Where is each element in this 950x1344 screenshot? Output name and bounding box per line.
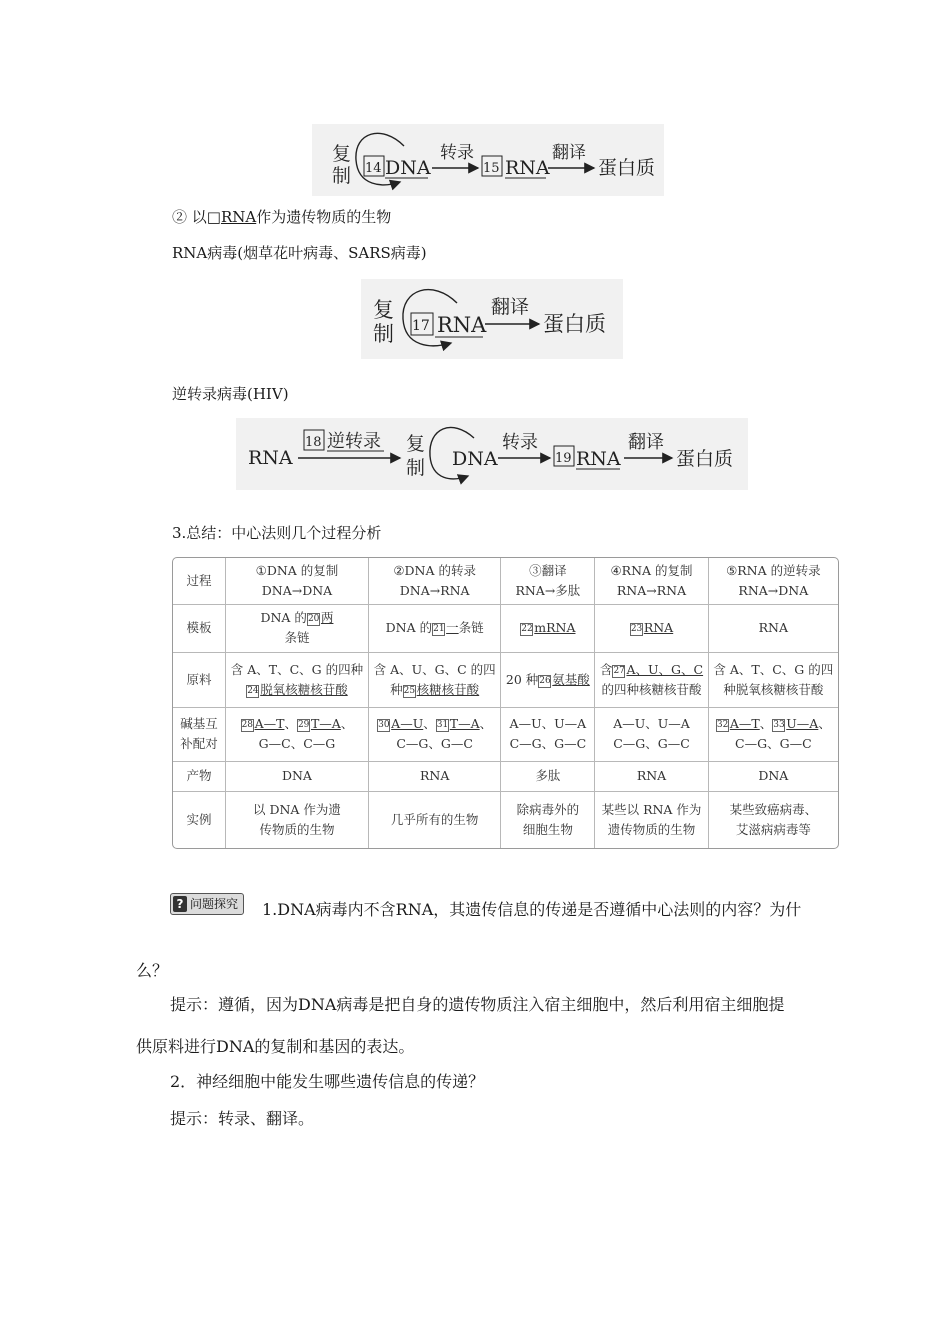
table-cell: 某些致癌病毒、 艾滋病病毒等: [708, 792, 838, 848]
table-cell: 30 A—U、31 T—A、 C—G、G—C: [368, 707, 500, 761]
row-header: 实例: [173, 792, 226, 848]
translation-label: 翻译: [491, 296, 530, 318]
table-cell: DNA 的20 两 条链: [226, 604, 369, 652]
central-dogma-table: [172, 557, 839, 849]
num-18: 18: [305, 435, 322, 450]
table-cell: ③翻译 RNA→多肽: [501, 558, 595, 604]
question-1-line-1: 1.DNA病毒内不含RNA，其遗传信息的传递是否遵循中心法则的内容？为什: [262, 900, 802, 919]
question-1-line-2: 么？: [136, 961, 169, 980]
table-cell: 23 RNA: [595, 604, 708, 652]
copy-label-bottom: 制: [332, 165, 352, 187]
inquiry-badge: [170, 893, 244, 915]
table-cell: 含 A、T、C、G 的四 种脱氧核糖核苷酸: [708, 653, 838, 707]
table-cell: 多肽: [501, 761, 595, 791]
table-cell: DNA: [226, 761, 369, 791]
rna-label: RNA: [437, 313, 487, 337]
row-header: 产物: [173, 761, 226, 791]
table-cell: ④RNA 的复制 RNA→RNA: [595, 558, 708, 604]
rna-label: RNA: [576, 448, 621, 470]
rna-virus-diagram: [361, 279, 623, 359]
table-cell: 含 A、U、G、C 的四 种25 核糖核苷酸: [368, 653, 500, 707]
copy-label-bottom: 制: [406, 457, 426, 479]
copy-label-top: 复: [373, 298, 394, 322]
answer-1-line-1: 提示：遵循，因为DNA病毒是把自身的遗传物质注入宿主细胞中，然后利用宿主细胞提: [170, 995, 785, 1014]
copy-label-bottom: 制: [373, 322, 394, 346]
table-cell: 含27 A、U、G、C 的四种核糖核苷酸: [595, 653, 708, 707]
table-cell: 22 mRNA: [501, 604, 595, 652]
section-title: 3.总结：中心法则几个过程分析: [172, 524, 382, 542]
table-cell: 以 DNA 作为遗 传物质的生物: [226, 792, 369, 848]
answer-2: 提示：转录、翻译。: [170, 1109, 315, 1128]
table-cell: A—U、U—A C—G、G—C: [501, 707, 595, 761]
protein-label: 蛋白质: [543, 312, 606, 336]
dna-flow-diagram: [312, 124, 664, 196]
table-cell: 28 A—T、29 T—A、 G—C、C—G: [226, 707, 369, 761]
num-17: 17: [412, 318, 430, 334]
table-cell: 除病毒外的 细胞生物: [501, 792, 595, 848]
rna-genetic-material-line: [172, 207, 391, 227]
dna-label: DNA: [452, 448, 498, 470]
rna-label: RNA: [505, 157, 550, 179]
rna-genetic-prefix: ② 以: [172, 208, 207, 226]
badge-label: 问题探究: [190, 897, 239, 911]
num-15: 15: [483, 161, 500, 176]
dna-label: DNA: [385, 157, 431, 179]
table-row: [173, 792, 838, 848]
retrovirus-line: 逆转录病毒(HIV): [172, 385, 289, 403]
table-cell: 20 种26 氨基酸: [501, 653, 595, 707]
blank-box: □: [206, 208, 221, 226]
table-cell: DNA: [708, 761, 838, 791]
rna-genetic-suffix: 作为遗传物质的生物: [256, 208, 392, 226]
table-row: [173, 604, 838, 652]
row-header: 碱基互 补配对: [173, 707, 226, 761]
question-2: 2．神经细胞中能发生哪些遗传信息的传递？: [170, 1072, 485, 1091]
table-row: [173, 653, 838, 707]
num-14: 14: [365, 161, 382, 176]
copy-label-top: 复: [406, 433, 426, 455]
rna-virus-line: RNA病毒(烟草花叶病毒、SARS病毒): [172, 244, 427, 262]
protein-label: 蛋白质: [676, 448, 734, 470]
rna-start-label: RNA: [248, 447, 293, 469]
table-cell: DNA 的21 一条链: [368, 604, 500, 652]
retrovirus-diagram: [236, 418, 748, 490]
table-cell: ②DNA 的转录 DNA→RNA: [368, 558, 500, 604]
row-header: 原料: [173, 653, 226, 707]
row-header: 模板: [173, 604, 226, 652]
table-cell: RNA: [708, 604, 838, 652]
table-cell: 几乎所有的生物: [368, 792, 500, 848]
question-icon: ?: [173, 896, 187, 912]
table-row: [173, 761, 838, 791]
row-header: 过程: [173, 558, 226, 604]
table-cell: RNA: [595, 761, 708, 791]
copy-label-top: 复: [332, 143, 352, 165]
protein-label: 蛋白质: [598, 157, 656, 179]
table-cell: 某些以 RNA 作为 遗传物质的生物: [595, 792, 708, 848]
table-cell: A—U、U—A C—G、G—C: [595, 707, 708, 761]
table-cell: ①DNA 的复制 DNA→DNA: [226, 558, 369, 604]
rna-genetic-rna: RNA: [220, 208, 257, 226]
table-cell: RNA: [368, 761, 500, 791]
transcription-label: 转录: [502, 432, 538, 453]
reverse-transcription-label: 逆转录: [327, 431, 381, 452]
table-cell: 32 A—T、33 U—A、 C—G、G—C: [708, 707, 838, 761]
table-row: [173, 558, 838, 604]
table-row: [173, 707, 838, 761]
table-cell: 含 A、T、C、G 的四种 24 脱氧核糖核苷酸: [226, 653, 369, 707]
translation-label: 翻译: [552, 143, 586, 163]
transcription-label: 转录: [440, 143, 474, 163]
translation-label: 翻译: [628, 432, 664, 453]
num-19: 19: [555, 451, 572, 466]
answer-1-line-2: 供原料进行DNA的复制和基因的表达。: [136, 1037, 415, 1056]
table-cell: ⑤RNA 的逆转录 RNA→DNA: [708, 558, 838, 604]
